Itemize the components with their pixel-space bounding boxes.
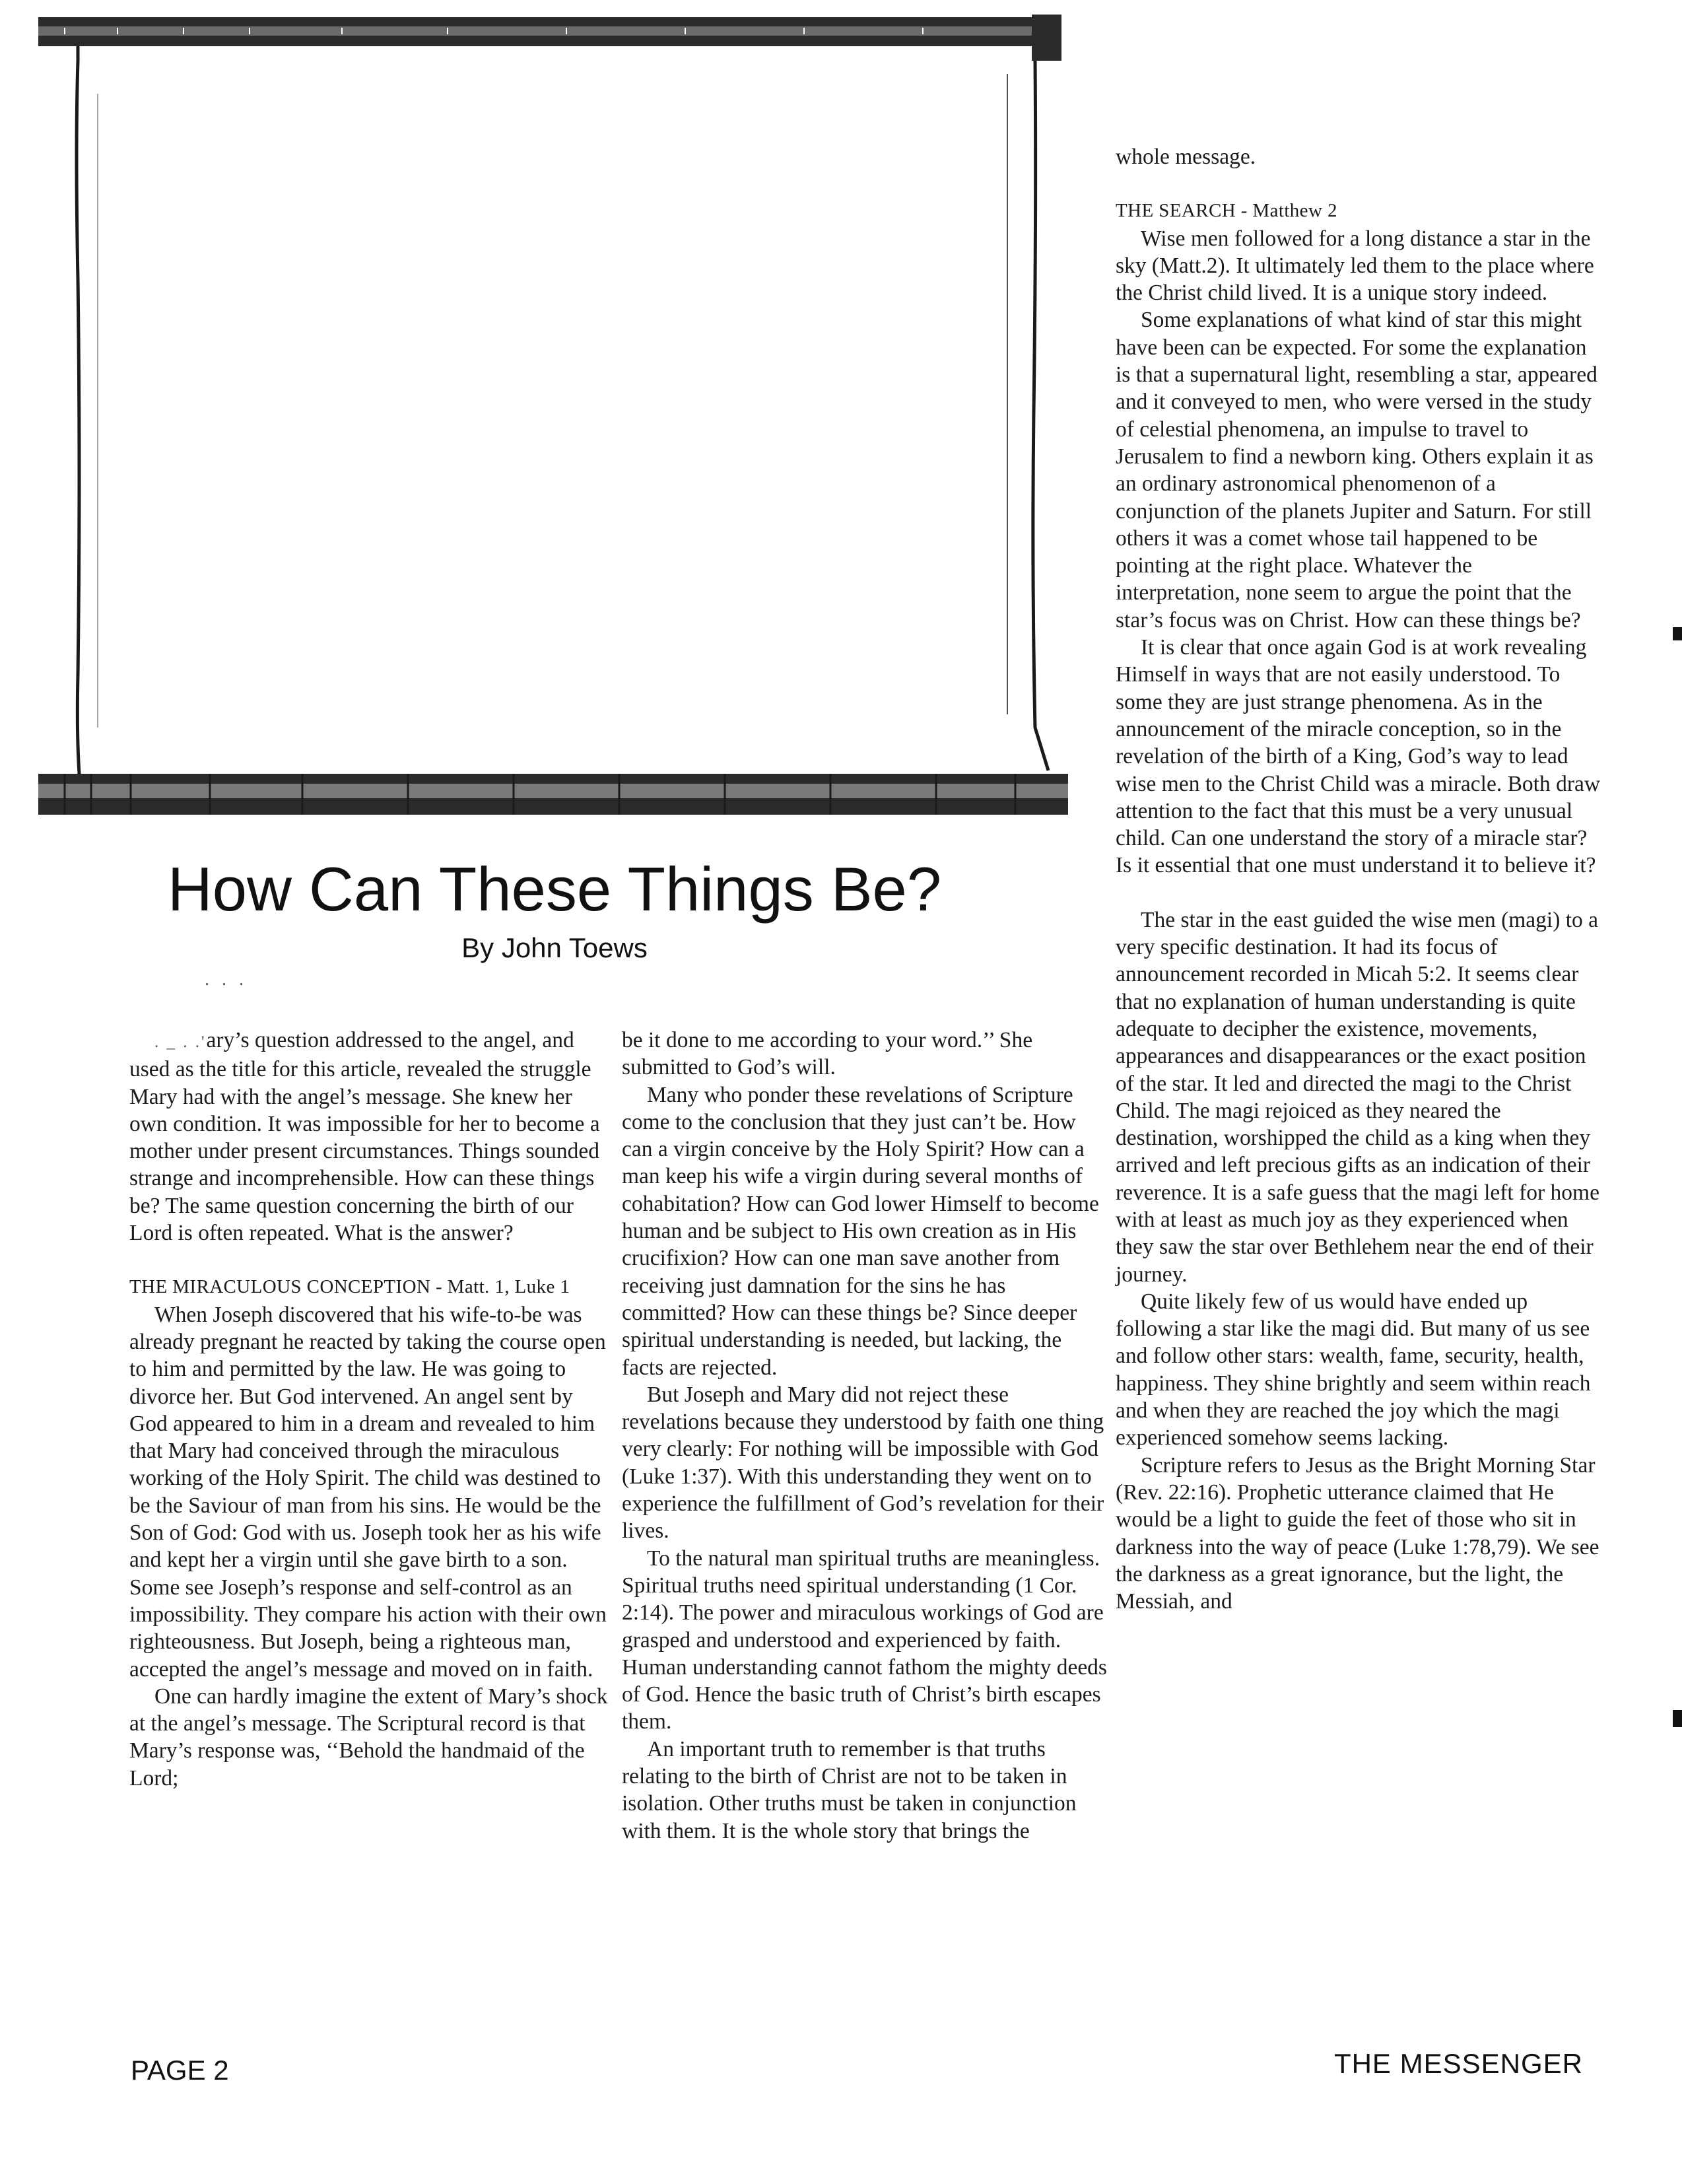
paragraph: whole message. <box>1116 145 1256 169</box>
publication-name: THE MESSENGER <box>1333 2048 1583 2079</box>
scan-edge-mark <box>1673 1710 1682 1727</box>
heading-text: THE SEARCH <box>1116 200 1236 222</box>
heading-text: THE MIRACULOUS CONCEPTION <box>129 1276 431 1298</box>
paragraph: Wise men followed for a long distance a star in the sky (Matt.2). It ultimately led them to the place where the Christ child lived. It is a unique story indeed. <box>1116 226 1594 306</box>
paragraph: Many who ponder these revelations of Scripture come to the conclusion that they just can’t be. How can a virgin conceive by the Holy Spirit? How can a man keep his wife a virgin during several months of cohabitation? How can God lower Himself to become human and be subject to His own creation as in His crucifixion? How can one man save another from receiving just damnation for the sins he has committed? How can these things be? Since deeper spiritual understanding is needed, but lacking, the facts are rejected. <box>622 1082 1099 1380</box>
article-column-3 <box>1116 143 1601 1615</box>
paragraph: But Joseph and Mary did not reject these revelations because they understood by faith one thing very clearly: For nothing will be impossible with God (Luke 1:37). With this understanding they went on to experience the fulfillment of God’s revelation for their lives. <box>622 1382 1104 1544</box>
article-byline: By John Toews <box>461 932 648 963</box>
article-column-2 <box>622 1027 1107 1845</box>
intro-paragraph <box>129 1027 615 1246</box>
paragraph: The star in the east guided the wise men (magi) to a very specific destination. It had its focus of announcement recorded in Micah 5:2. It seems clear that no explanation of human understanding is quite adequate to decipher the existence, movements, appearances and disappearances or the exact position of the star. It led and directed the magi to the Christ Child. The magi rejoiced as they neared the destination, worshipped the child as a king when they arrived and left precious gifts as an indication of their reverence. It is a safe guess that the magi left for home with at least as much joy as they experienced when they saw the star over Bethlehem near the end of their journey. <box>1116 907 1599 1287</box>
heading-reference: - Matthew 2 <box>1236 200 1337 222</box>
banner-illustration <box>38 15 1068 820</box>
paragraph: Scripture refers to Jesus as the Bright Morning Star (Rev. 22:16). Prophetic utterance claimed that He would be a light to guide the feet of those who sit in darkness into the way of peace (Luke 1:78,79). We see the darkness as a great ignorance, but the light, the Messiah, and <box>1116 1452 1599 1614</box>
dropcap-fragment: . _ . .' <box>154 1033 207 1051</box>
intro-text: ary’s question addressed to the angel, and used as the title for this article, revealed the struggle Mary had with the angel’s message. She knew her own condition. It was impossible for her to become a mother under present circumstances. Things sounded strange and incomprehensible. How can these things be? The same question concerning the birth of our Lord is often repeated. What is the answer? <box>129 1028 600 1246</box>
section-heading-search <box>1116 197 1601 224</box>
paragraph: be it done to me according to your word.’’ She submitted to God’s will. <box>622 1028 1033 1080</box>
scan-edge-mark <box>1673 627 1682 640</box>
ornament-dots: . . . <box>205 969 248 990</box>
article-column-1 <box>129 1027 615 1792</box>
paragraph: One can hardly imagine the extent of Mary’s shock at the angel’s message. The Scriptural record is that Mary’s response was, ‘‘Behold the handmaid of the Lord; <box>129 1684 608 1791</box>
heading-reference: - Matt. 1, Luke 1 <box>430 1276 570 1298</box>
section-heading-conception <box>129 1274 615 1301</box>
paragraph: An important truth to remember is that truths relating to the birth of Christ are not to be taken in isolation. Other truths must be taken in conjunction with them. It is the whole story that brings the <box>622 1736 1077 1843</box>
paragraph: Some explanations of what kind of star this might have been can be expected. For some the explanation is that a supernatural light, resembling a star, appeared and it conveyed to men, who were versed in the study of celestial phenomena, an impulse to travel to Jerusalem to find a newborn king. Others explain it as an ordinary astronomical phenomenon of a conjunction of the planets Jupiter and Saturn. For still others it was a comet whose tail happened to be pointing at the right place. Whatever the interpretation, none seem to argue the point that the star’s focus was on Christ. How can these things be? <box>1116 308 1598 632</box>
paragraph: It is clear that once again God is at work revealing Himself in ways that are not easily understood. To some they are just strange phenomena. As in the announcement of the miracle conception, so in the revelation of the birth of a King, God’s way to lead wise men to the Christ Child was a miracle. Both draw attention to the fact that this must be a very unusual child. Can one understand the story of a miracle star? Is it essential that one must understand it to believe it? <box>1116 635 1601 878</box>
article-title: How Can These Things Be? <box>167 854 942 924</box>
paragraph: Quite likely few of us would have ended up following a star like the magi did. But many of us see and follow other stars: wealth, fame, security, health, happiness. They shine brightly and seem within reach and when they are reached the joy which the magi experienced somehow seems lacking. <box>1116 1289 1591 1450</box>
page-number: PAGE 2 <box>131 2055 229 2086</box>
paragraph: When Joseph discovered that his wife-to-be was already pregnant he reacted by taking the course open to him and permitted by the law. He was going to divorce her. But God intervened. An angel sent by God appeared to him in a dream and revealed to him that Mary had conceived through the miraculous working of the Holy Spirit. The child was destined to be the Saviour of man from his sins. He would be the Son of God: God with us. Joseph took her as his wife and kept her a virgin until she gave birth to a son. Some see Joseph’s response and self-control as an impossibility. They compare his action with their own righteousness. But Joseph, being a righteous man, accepted the angel’s message and moved on in faith. <box>129 1302 607 1682</box>
paragraph: To the natural man spiritual truths are meaningless. Spiritual truths need spiritual understanding (1 Cor. 2:14). The power and miraculous workings of God are grasped and understood and experienced by faith. Human understanding cannot fathom the mighty deeds of God. Hence the basic truth of Christ’s birth escapes them. <box>622 1546 1107 1734</box>
